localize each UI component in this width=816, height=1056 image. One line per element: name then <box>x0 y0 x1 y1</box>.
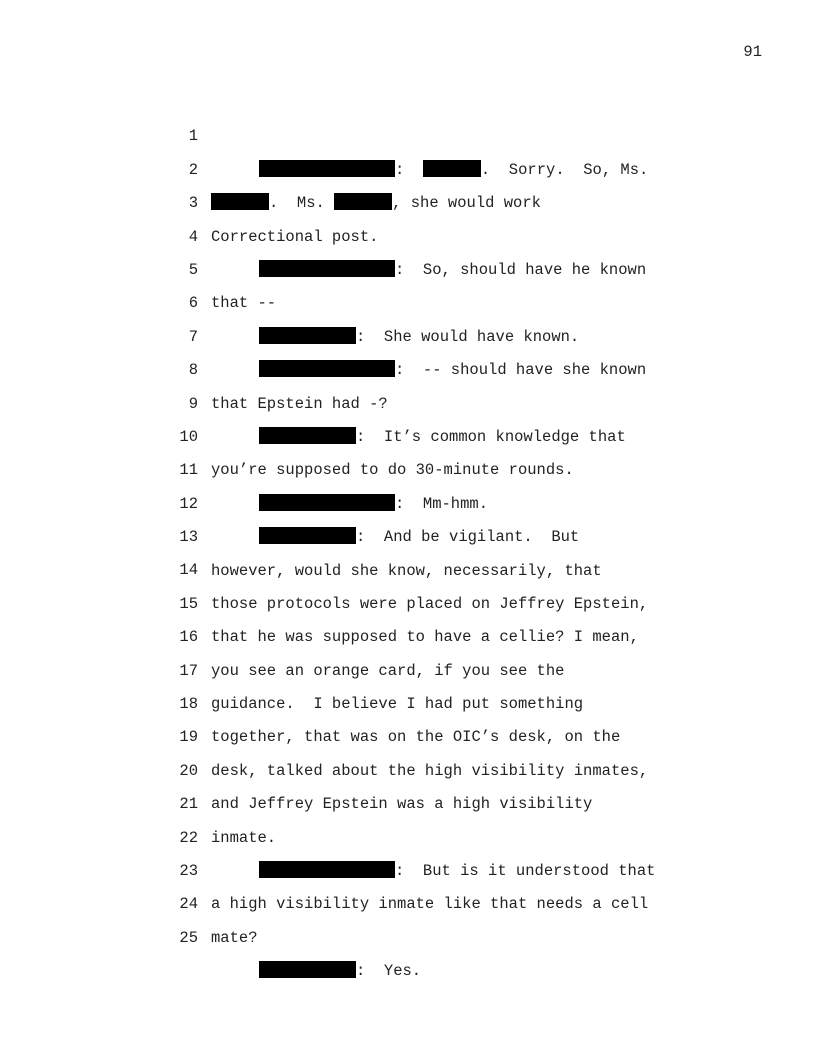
line-text: : But is it understood that <box>259 855 655 888</box>
line-text: those protocols were placed on Jeffrey Epstein, <box>211 594 649 613</box>
line-text: together, that was on the OIC’s desk, on the <box>211 728 621 747</box>
transcript-body <box>0 87 816 981</box>
line-text: that Epstein had -? <box>211 394 388 413</box>
line-text: mate? <box>211 928 258 947</box>
line-number: 20 <box>179 761 198 780</box>
line-text: . Ms. , she would work <box>211 187 541 220</box>
line-text: : Yes. <box>259 955 421 988</box>
line-number: 1 <box>188 127 198 146</box>
line-number: 21 <box>179 795 198 814</box>
redaction-bar <box>259 961 356 978</box>
line-number: 10 <box>179 427 198 446</box>
line-text: guidance. I believe I had put something <box>211 695 584 714</box>
line-text: : . Sorry. So, Ms. <box>259 154 648 187</box>
line-number: 13 <box>179 528 198 547</box>
line-number: 12 <box>179 494 198 513</box>
line-text: : And be vigilant. But <box>259 521 579 554</box>
line-number: 7 <box>188 327 198 346</box>
line-number: 17 <box>179 661 198 680</box>
page-number: 91 <box>743 43 762 61</box>
line-number: 9 <box>188 394 198 413</box>
line-text: however, would she know, necessarily, that <box>211 561 602 580</box>
line-text: : Mm-hmm. <box>259 488 488 521</box>
line-text: desk, talked about the high visibility inmates, <box>211 761 649 780</box>
line-text: and Jeffrey Epstein was a high visibility <box>211 795 593 814</box>
line-number: 16 <box>179 628 198 647</box>
line-number: 19 <box>179 728 198 747</box>
line-number: 2 <box>188 160 198 179</box>
line-text: : So, should have he known <box>259 254 646 287</box>
line-number: 3 <box>188 194 198 213</box>
line-text: : -- should have she known <box>259 354 646 387</box>
line-text: inmate. <box>211 828 277 847</box>
line-number: 24 <box>179 895 198 914</box>
line-number: 14 <box>179 561 198 580</box>
line-number: 4 <box>188 227 198 246</box>
line-number: 15 <box>179 594 198 613</box>
line-number: 5 <box>188 260 198 279</box>
line-number: 8 <box>188 361 198 380</box>
line-number: 6 <box>188 294 198 313</box>
line-text: Correctional post. <box>211 227 379 246</box>
line-number: 23 <box>179 862 198 880</box>
line-number: 18 <box>179 695 198 714</box>
line-number: 11 <box>179 461 198 480</box>
line-text: : She would have known. <box>259 321 579 354</box>
line-text: that -- <box>211 294 277 313</box>
line-text: you’re supposed to do 30-minute rounds. <box>211 461 574 480</box>
transcript-line <box>0 87 816 179</box>
line-number: 22 <box>179 828 198 847</box>
line-text: a high visibility inmate like that needs a cell <box>211 895 649 914</box>
line-text: you see an orange card, if you see the <box>211 661 565 680</box>
line-number: 25 <box>179 928 198 947</box>
line-text: : It’s common knowledge that <box>259 421 626 454</box>
line-text: that he was supposed to have a cellie? I mean, <box>211 628 639 647</box>
